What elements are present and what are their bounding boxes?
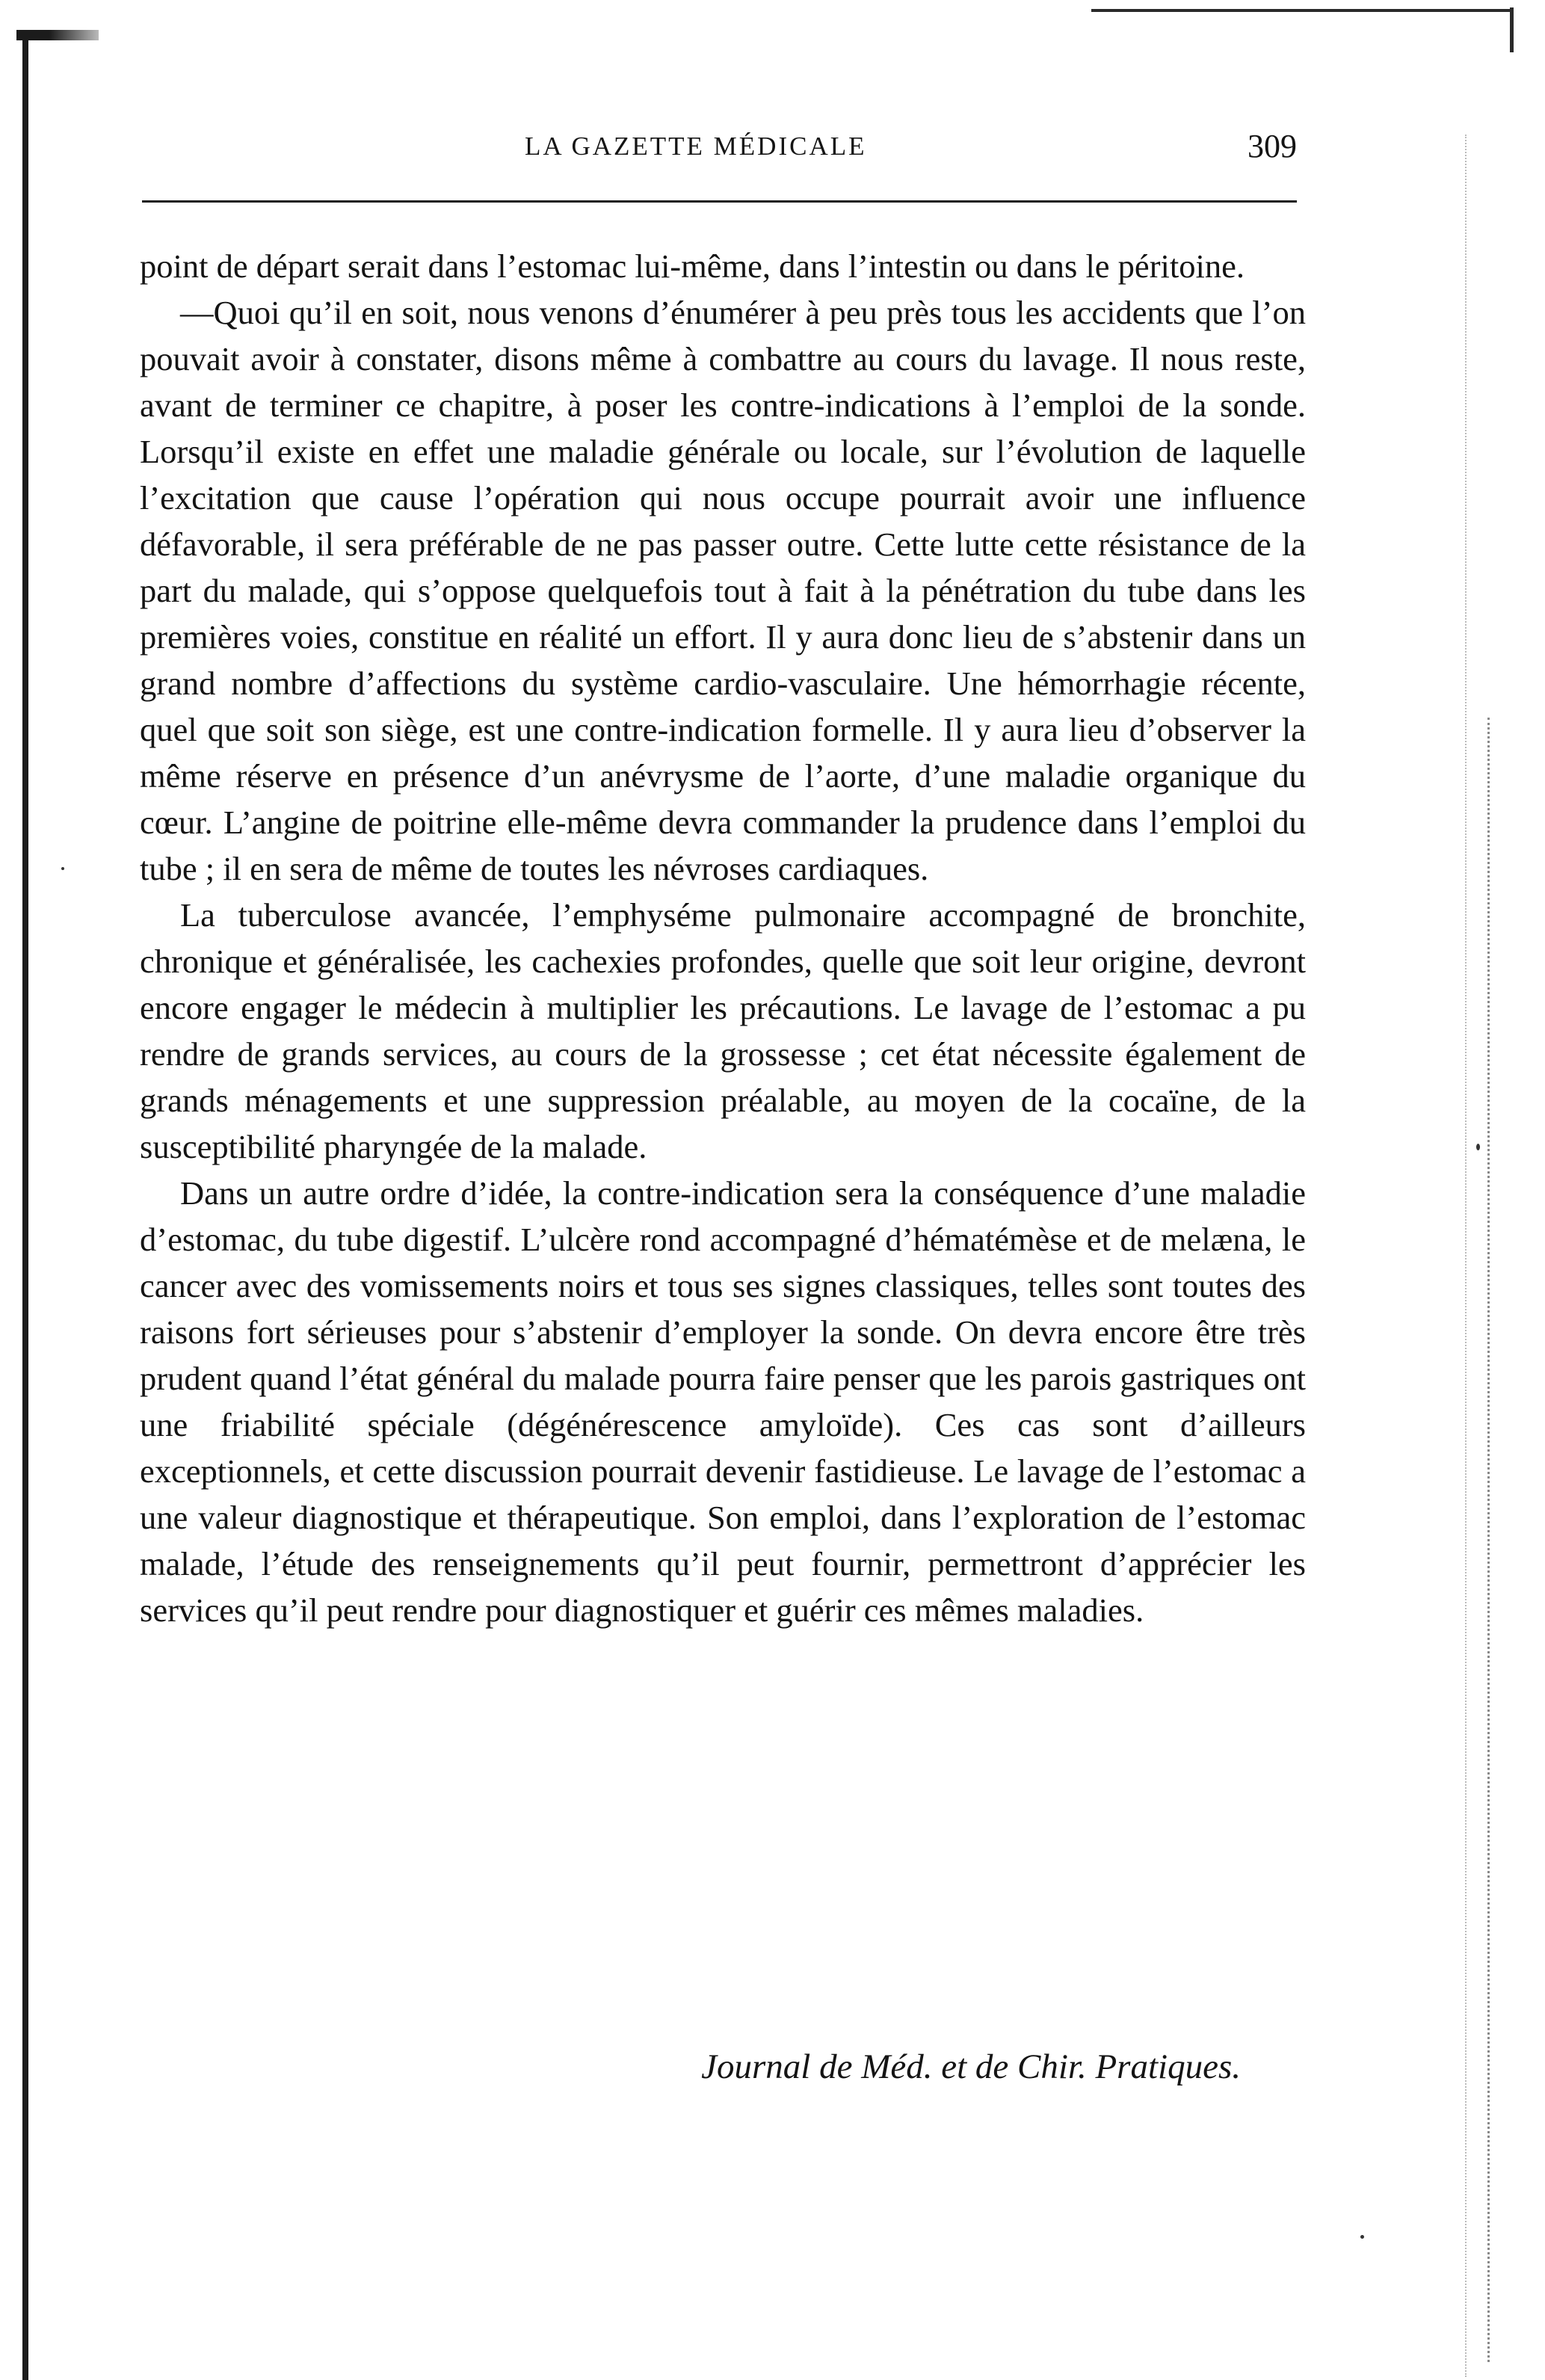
scan-edge-right-tick bbox=[1510, 7, 1514, 52]
paragraph-contre-indications: —Quoi qu’il en soit, nous venons d’énumérer à peu près tous les accidents que l’on pouvait avoir à constater, disons même à combattre au cours du lavage. Il nous reste, avant de terminer ce chapitre, à poser les contre-indications à l’emploi de la sonde. Lorsqu’il existe en effet une maladie générale ou locale, sur l’évolution de laquelle l’excitation que cause l’opération qui nous occupe pourrait avoir une influence défavorable, il sera préférable de ne pas passer outre. Cette lutte cette résistance de la part du malade, qui s’oppose quelquefois tout à fait à la pénétration du tube dans les premières voies, constitue en réalité un effort. Il y aura donc lieu de s’abstenir dans un grand nombre d’affections du système cardio-vasculaire. Une hémorrhagie récente, quel que soit son siège, est une contre-indication formelle. Il y aura lieu d’observer la même réserve en présence d’un anévrysme de l’aorte, d’une maladie organique du cœur. L’angine de poitrine elle-même devra commander la prudence dans l’emploi du tube ; il en sera de même de toutes les névroses cardiaques. bbox=[140, 294, 1306, 887]
article-body bbox=[140, 243, 1306, 1633]
margin-show-through-marks bbox=[1487, 718, 1520, 2362]
scan-edge-corner bbox=[16, 30, 99, 40]
ink-fleck bbox=[1360, 2235, 1364, 2239]
page-number: 309 bbox=[1248, 128, 1297, 164]
margin-dust-marks bbox=[1465, 135, 1481, 2377]
paragraph-tuberculose: La tuberculose avancée, l’emphyséme pulmonaire accompagné de bronchite, chronique et généralisée, les cachexies profondes, quelle que soit leur origine, devront encore engager le médecin à multiplier les précautions. Le lavage de l’estomac a pu rendre de grands services, au cours de la grossesse ; cet état nécessite également de grands ménagements et une suppression préalable, au moyen de la cocaïne, de la susceptibilité pharyngée de la malade. bbox=[140, 896, 1306, 1165]
scan-edge-left bbox=[22, 37, 28, 2380]
page-header bbox=[142, 127, 1297, 179]
paragraph-maladie-estomac: Dans un autre ordre d’idée, la contre-indication sera la conséquence d’une maladie d’estomac, du tube digestif. L’ulcère rond accompagné d’hématémèse et de melæna, le cancer avec des vomissements noirs et tous ses signes classiques, telles sont toutes des raisons fort sérieuses pour s’abstenir d’employer la sonde. On devra encore être très prudent quand l’état général du malade pourra faire penser que les parois gastriques ont une friabilité spéciale (dégénérescence amyloïde). Ces cas sont d’ailleurs exceptionnels, et cette discussion pourrait devenir fastidieuse. Le lavage de l’estomac a une valeur diagnostique et thérapeutique. Son emploi, dans l’exploration de l’estomac malade, l’étude des renseignements qu’il peut fournir, permettront d’apprécier les services qu’il peut rendre pour diagnostiquer et guérir ces mêmes maladies. bbox=[140, 1174, 1306, 1629]
header-rule bbox=[142, 200, 1297, 203]
ink-fleck bbox=[1476, 1144, 1480, 1150]
scan-edge-top bbox=[1091, 9, 1510, 12]
running-head: LA GAZETTE MÉDICALE bbox=[525, 132, 867, 161]
source-attribution: Journal de Méd. et de Chir. Pratiques. bbox=[701, 2047, 1241, 2086]
ink-fleck bbox=[61, 867, 64, 870]
paragraph-continuation: point de départ serait dans l’estomac lui-même, dans l’intestin ou dans le péritoine. bbox=[140, 247, 1245, 285]
